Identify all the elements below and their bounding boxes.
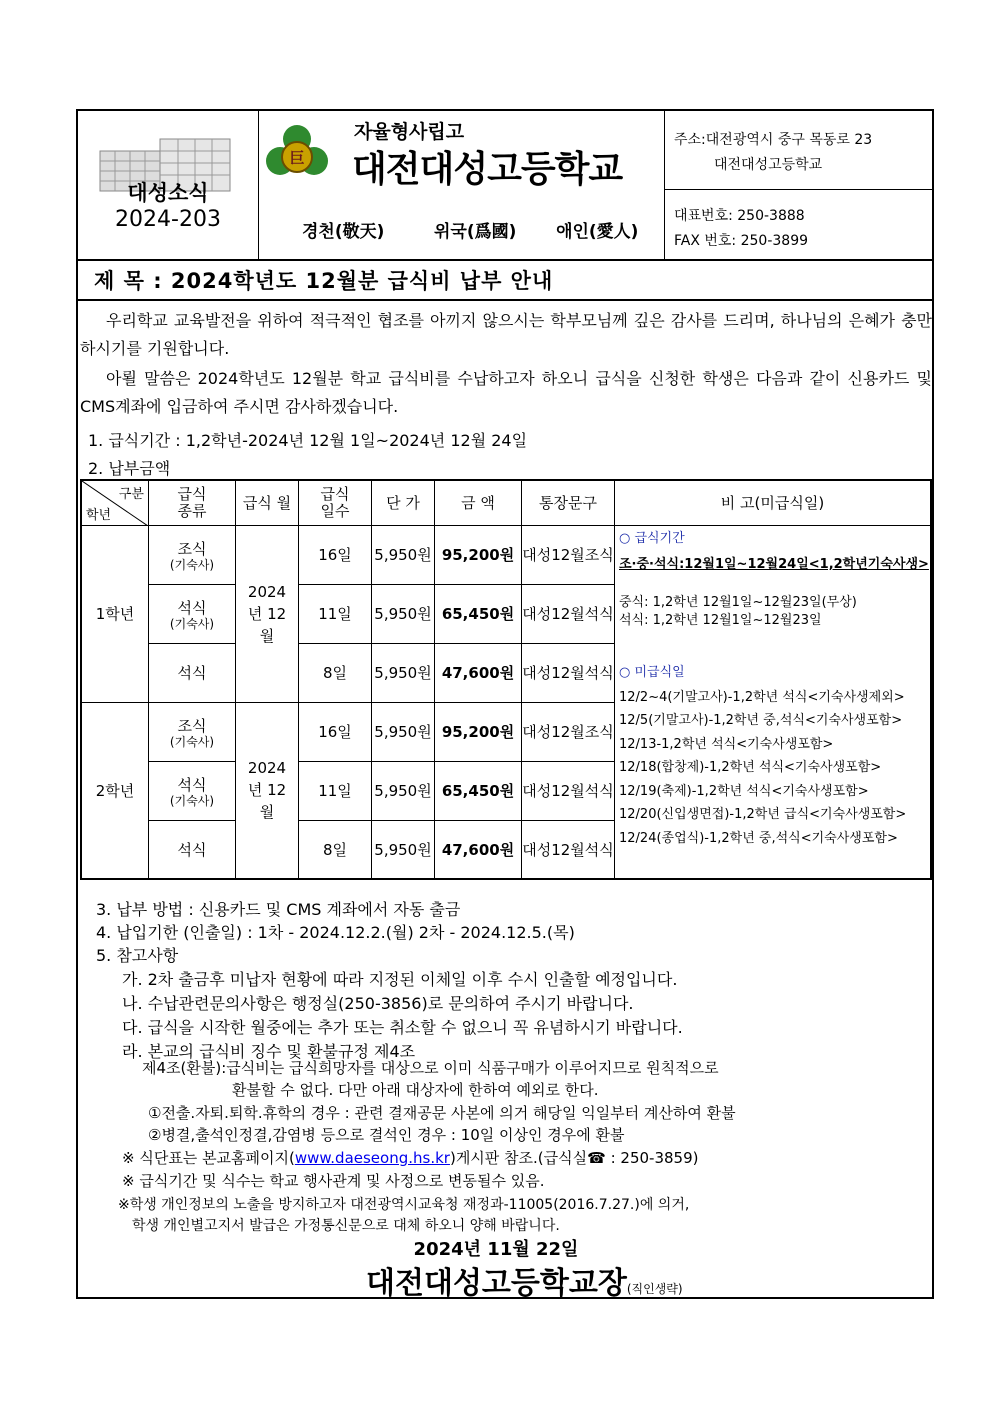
days-cell: 8일	[299, 643, 372, 702]
divider	[664, 189, 932, 190]
amount-cell: 47,600원	[435, 643, 522, 702]
bankbook-cell: 대성12월석식	[522, 820, 615, 879]
letterhead	[78, 111, 932, 261]
unit-price-cell: 5,950원	[372, 702, 435, 761]
list-item: 12/2~4(기말고사)-1,2학년 석식<기숙사생제외>	[619, 689, 905, 705]
school-type: 자율형사립고	[354, 121, 465, 143]
nomeal-title: ○ 미급식일	[619, 664, 685, 680]
grade-cell: 2학년	[81, 702, 149, 879]
school-mottos	[302, 217, 638, 242]
meal-type-cell: 조식 (기숙사)	[149, 702, 236, 761]
reference-a: 가. 2차 출금후 미납자 현황에 따라 지정된 이체일 이후 수시 인출할 예정입니다.	[122, 970, 678, 989]
header-type: 급식 종류	[149, 480, 236, 525]
address-line-2: 대전대성고등학교	[714, 157, 823, 173]
signature-block	[366, 1258, 683, 1302]
motto-1: 경천(敬天)	[302, 222, 385, 242]
bankbook-cell: 대성12월석식	[522, 643, 615, 702]
meal-type-cell: 석식 (기숙사)	[149, 761, 236, 820]
list-item: 12/18(합창제)-1,2학년 석식<기숙사생포함>	[619, 760, 882, 775]
unit-price-cell: 5,950원	[372, 643, 435, 702]
nomeal-list	[619, 686, 930, 851]
item-references: 5. 참고사항	[96, 946, 179, 965]
meal-type-cell: 조식 (기숙사)	[149, 525, 236, 584]
corner-top-label: 구분	[118, 487, 144, 502]
list-item: 12/5(기말고사)-1,2학년 중,석식<기숙사생포함>	[619, 713, 903, 728]
list-item: 12/19(축제)-1,2학년 석식<기숙사생포함>	[619, 783, 869, 799]
unit-price-cell: 5,950원	[372, 761, 435, 820]
amount-cell: 65,450원	[435, 584, 522, 643]
list-item: 12/20(신입생면접)-1,2학년 급식<기숙사생포함>	[619, 807, 907, 822]
meal-month-cell: 2024년 12월	[236, 525, 299, 702]
meal-type-cell: 석식	[149, 643, 236, 702]
header-unit-price: 단 가	[372, 480, 435, 525]
header-bankbook: 통장문구	[522, 480, 615, 525]
item-payment-amount: 2. 납부금액	[88, 459, 171, 478]
amount-cell: 47,600원	[435, 820, 522, 879]
intro-paragraph-1: 우리학교 교육발전을 위하여 적극적인 협조를 아끼지 않으시는 학부모님께 깊은 감사를 드리며, 하나님의 은혜가 충만하시기를 기원합니다.	[80, 311, 932, 358]
principal-name: 대전대성고등학교장	[366, 1266, 627, 1301]
bankbook-cell: 대성12월석식	[522, 584, 615, 643]
seal-note: (직인생략)	[626, 1282, 683, 1296]
issue-number: 2024-203	[115, 207, 221, 232]
bankbook-cell: 대성12월조식	[522, 702, 615, 761]
meal-fee-table	[80, 479, 932, 880]
item-meal-period: 1. 급식기간 : 1,2학년-2024년 12월 1일~2024년 12월 24일	[88, 431, 528, 450]
fax-number: FAX 번호: 250-3899	[674, 233, 809, 249]
table-header-row	[81, 480, 931, 525]
dinner-line: 석식: 1,2학년 12월1일~12월23일	[619, 612, 822, 628]
newsletter-name: 대성소식	[127, 181, 209, 205]
rule-line-4: ②병결,출석인정결,감염병 등으로 결석인 경우 : 10일 이상인 경우에 환불	[148, 1126, 625, 1144]
bankbook-cell: 대성12월석식	[522, 761, 615, 820]
change-notice: ※ 급식기간 및 식수는 학교 행사관계 및 사정으로 변동될수 있음.	[122, 1172, 545, 1190]
days-cell: 11일	[299, 761, 372, 820]
grade-cell: 1학년	[81, 525, 149, 702]
amount-cell: 95,200원	[435, 525, 522, 584]
amount-cell: 65,450원	[435, 761, 522, 820]
meal-month-cell: 2024년 12월	[236, 702, 299, 879]
address-line-1: 주소:대전광역시 중구 목동로 23	[674, 132, 873, 148]
rule-line-2: 환불할 수 없다. 다만 아래 대상자에 한하여 예외로 한다.	[232, 1081, 599, 1099]
rule-line-1: 제4조(환불):급식비는 급식희망자를 대상으로 이미 식품구매가 이루어지므로 원칙적으로	[142, 1059, 719, 1077]
bankbook-cell: 대성12월조식	[522, 525, 615, 584]
reference-c: 다. 급식을 시작한 월중에는 추가 또는 취소할 수 없으니 꼭 유념하시기 바랍니다.	[122, 1018, 683, 1037]
period-line: 조·중·석식:12월1일~12월24일<1,2학년기숙사생>	[619, 556, 929, 572]
item-payment-method: 3. 납부 방법 : 신용카드 및 CMS 계좌에서 자동 출금	[96, 900, 461, 919]
table-row	[81, 525, 931, 584]
subject-row	[78, 259, 932, 301]
days-cell: 16일	[299, 702, 372, 761]
reference-b: 나. 수납관련문의사항은 행정실(250-3856)로 문의하여 주시기 바랍니다.	[122, 994, 634, 1013]
unit-price-cell: 5,950원	[372, 525, 435, 584]
lunch-line: 중식: 1,2학년 12월1일~12월23일(무상)	[619, 594, 857, 610]
menu-notice: ※ 식단표는 본교홈페이지(www.daeseong.hs.kr)게시판 참조.(급식실☎ : 250-3859)	[122, 1149, 699, 1167]
motto-2: 위국(爲國)	[433, 222, 517, 242]
remarks-cell	[615, 525, 932, 879]
privacy-line-2: 학생 개인별고지서 발급은 가정통신문으로 대체 하오니 양해 바랍니다.	[132, 1218, 560, 1234]
list-item: 12/24(종업식)-1,2학년 중,석식<기숙사생포함>	[619, 830, 898, 846]
rule-line-3: ①전출.자퇴.퇴학.휴학의 경우 : 관련 결재공문 사본에 의거 해당일 익일부터 계산하여 환불	[148, 1104, 736, 1122]
days-cell: 16일	[299, 525, 372, 584]
period-title: ○ 급식기간	[619, 530, 685, 546]
school-emblem-icon	[264, 123, 330, 183]
meal-type-cell: 석식	[149, 820, 236, 879]
unit-price-cell: 5,950원	[372, 820, 435, 879]
school-name: 대전대성고등학교	[352, 149, 623, 190]
homepage-link[interactable]: www.daeseong.hs.kr	[294, 1149, 450, 1167]
subject-title: 제 목 : 2024학년도 12월분 급식비 납부 안내	[94, 269, 554, 293]
corner-header	[81, 480, 149, 525]
amount-cell: 95,200원	[435, 702, 522, 761]
issue-date: 2024년 11월 22일	[413, 1239, 579, 1260]
motto-3: 애인(愛人)	[556, 222, 639, 242]
unit-price-cell: 5,950원	[372, 584, 435, 643]
header-month: 급식 월	[236, 480, 299, 525]
days-cell: 8일	[299, 820, 372, 879]
meal-type-cell: 석식 (기숙사)	[149, 584, 236, 643]
item-payment-deadline: 4. 납입기한 (인출일) : 1차 - 2024.12.2.(월) 2차 - 2024.12.5.(목)	[96, 923, 575, 942]
header-amount: 금 액	[435, 480, 522, 525]
svg-text:巨: 巨	[289, 149, 305, 167]
school-title-block	[258, 111, 665, 259]
newsletter-badge	[78, 111, 259, 259]
header-remarks: 비 고(미급식일)	[615, 480, 932, 525]
list-item: 12/13-1,2학년 석식<기숙사생포함>	[619, 736, 834, 752]
corner-bottom-label: 학년	[86, 507, 112, 523]
days-cell: 11일	[299, 584, 372, 643]
contact-block	[664, 111, 932, 259]
privacy-line-1: ※학생 개인정보의 노출을 방지하고자 대전광역시교육청 재정과-11005(2016.7.27.)에 의거,	[118, 1197, 690, 1213]
header-days: 급식 일수	[299, 480, 372, 525]
reference-d: 라. 본교의 급식비 징수 및 환불규정 제4조	[122, 1042, 416, 1061]
phone-number: 대표번호: 250-3888	[674, 208, 805, 224]
intro-paragraph-2: 아뢸 말씀은 2024학년도 12월분 학교 급식비를 수납하고자 하오니 급식을 신청한 학생은 다음과 같이 신용카드 및 CMS계좌에 입금하여 주시면 감사하겠습니다.	[80, 369, 932, 416]
